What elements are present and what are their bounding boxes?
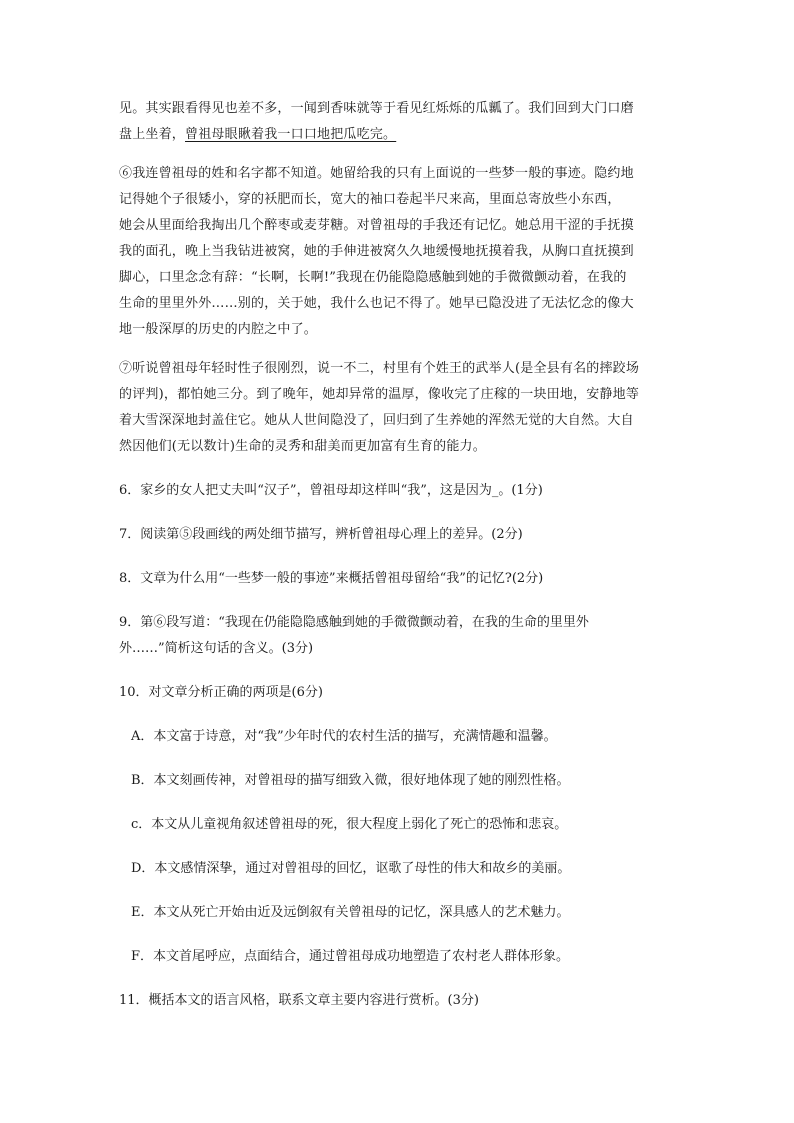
- option-e: E．本文从死亡开始由近及远倒叙有关曾祖母的记忆，深具感人的艺术魅力。: [131, 905, 570, 920]
- option-d: D．本文感情深挚，通过对曾祖母的回忆，讴歌了母性的伟大和故乡的美丽。: [131, 861, 571, 876]
- paragraph-6-line: 她会从里面给我掏出几个醉枣或麦芽糖。对曾祖母的手我还有记忆。她总用干涩的手抚摸: [119, 218, 634, 233]
- paragraph-6-line: 脚心，口里念念有辞：“长啊，长啊!”我现在仍能隐隐感触到她的手微微颤动着，在我的: [119, 270, 627, 285]
- paragraph-5: [119, 96, 679, 148]
- paragraph-5-line-2: [119, 122, 679, 148]
- paragraph-6-line: 记得她个子很矮小，穿的袄肥而长，宽大的袖口卷起半尺来高，里面总寄放些小东西，: [119, 192, 621, 207]
- paragraph-7-line: 着大雪深深地封盖住它。她从人世间隐没了，回归到了生养她的浑然无觉的大自然。大自: [119, 413, 634, 428]
- question-7: 7．阅读第⑤段画线的两处细节描写，辨析曾祖母心理上的差异。(2分): [119, 527, 523, 542]
- paragraph-6-line: ⑥我连曾祖母的姓和名字都不知道。她留给我的只有上面说的一些梦一般的事迹。隐约地: [119, 166, 634, 181]
- paragraph-6: [119, 161, 679, 343]
- paragraph-6-line: 生命的里里外外……别的，关于她，我什么也记不得了。她早已隐没进了无法忆念的像大: [119, 296, 634, 311]
- paragraph-7-line: ⑦听说曾祖母年轻时性子很刚烈，说一不二，村里有个姓王的武举人(是全县有名的摔跤场: [119, 361, 640, 376]
- question-9-line-2: 外……”简析这句话的含义。(3分): [119, 641, 314, 656]
- paragraph-5-line-2-text: 盘上坐着，: [119, 127, 186, 142]
- paragraph-6-line: 地一般深厚的历史的内腔之中了。: [119, 322, 318, 337]
- option-c: c．本文从儿童视角叙述曾祖母的死，很大程度上弱化了死亡的恐怖和悲哀。: [131, 817, 568, 832]
- paragraph-6-line: 我的面孔，晚上当我钻进被窝，她的手伸进被窝久久地缓慢地抚摸着我，从胸口直抚摸到: [119, 244, 634, 259]
- option-b: B．本文刻画传神，对曾祖母的描写细致入微，很好地体现了她的刚烈性格。: [131, 773, 570, 788]
- paragraph-5-line-1: 见。其实跟看得见也差不多，一闻到香味就等于看见红烁烁的瓜瓤了。我们回到大门口磨: [119, 101, 634, 116]
- question-10: 10．对文章分析正确的两项是(6分): [119, 685, 323, 700]
- question-11: 11．概括本文的语言风格，联系文章主要内容进行赏析。(3分): [119, 993, 479, 1008]
- question-9: [119, 610, 679, 662]
- paragraph-7-line: 然因他们(无以数计)生命的灵秀和甜美而更加富有生育的能力。: [119, 439, 486, 454]
- document-page: [119, 96, 679, 1032]
- option-f: F．本文首尾呼应，点面结合，通过曾祖母成功地塑造了农村老人群体形象。: [131, 949, 570, 964]
- paragraph-7: [119, 356, 679, 460]
- option-a: A．本文富于诗意，对“我”少年时代的农村生活的描写，充满情趣和温馨。: [131, 729, 557, 744]
- question-6: 6．家乡的女人把丈夫叫“汉子”，曾祖母却这样叫“我”，这是因为_。(1分): [119, 483, 543, 498]
- paragraph-7-line: 的评判)，都怕她三分。到了晚年，她却异常的温厚，像收完了庄稼的一块田地，安静地等: [119, 387, 640, 402]
- underlined-detail: 曾祖母眼瞅着我一口口地把瓜吃完。: [185, 127, 397, 142]
- question-9-line-1: 9．第⑥段写道：“我现在仍能隐隐感触到她的手微微颤动着，在我的生命的里里外: [119, 615, 589, 630]
- question-8: 8．文章为什么用“一些梦一般的事迹”来概括曾祖母留给“我”的记忆?(2分): [119, 571, 544, 586]
